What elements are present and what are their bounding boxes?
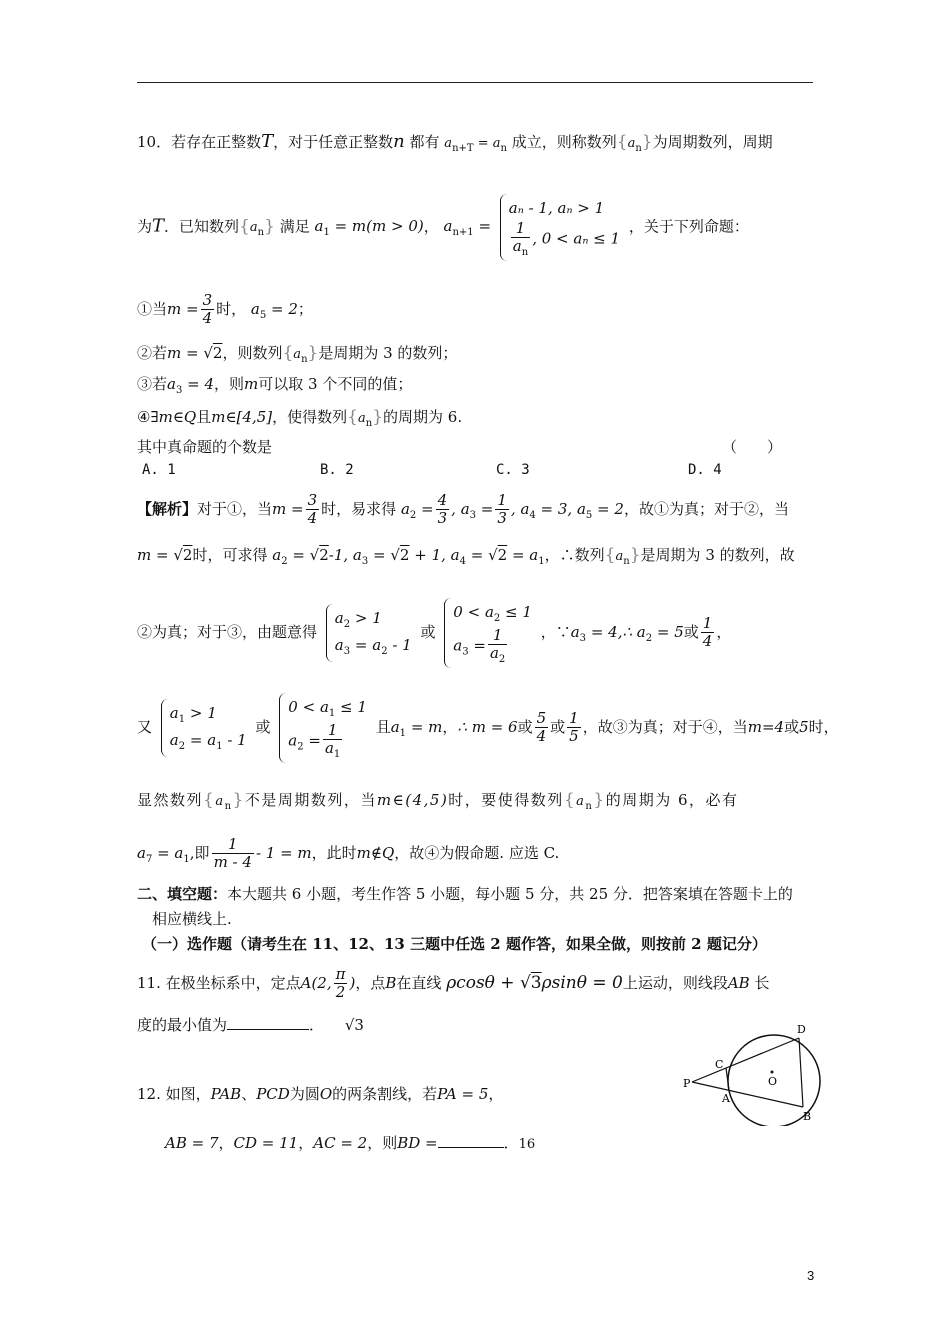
secant-pab [692,1082,803,1107]
sol-line4: 又 $a_1 > 1$ $a_2 = a_1 - 1$ 或 $0 < a_1 \le 1$ $a_2$ = $\frac{1}{a_1}$ 且$a_1 = m$，∴ m = 6或 $\frac{5}{4}$ 或 $\frac{1}{5}$ ，故③为真；对于④，当m=4或5时， [137,693,839,763]
q10-prop1: ①当m = $\frac{3}{4}$ 时， $a_5 = 2$； [137,291,313,328]
option-b: B. 2 [320,462,354,478]
chord-db [799,1038,803,1107]
section2-subheading: （一）选作题（请考生在 11、12、13 三题中任选 2 题作答，如果全做，则按前 2 题记分） [142,935,767,953]
sol-line2: m = √2时，可求得 $a_2 = √2-1$, $a_3 = √2 + 1$, $a_4 = √2 = a_1$，∴数列$\{a_n\}$是周期为 3 的数列，故 [137,545,795,567]
option-a: A. 1 [142,462,176,478]
secant-circle-figure [672,1016,832,1126]
label-o: O [768,1075,778,1088]
q10-piecewise: aₙ - 1, aₙ > 1 $\frac{1}{a_n}$ , 0 < aₙ ≤ 1 [500,194,620,261]
q10-line2: 为T．已知数列$\{a_n\}$ 满足 $a_1 = m(m > 0)$， $a_{n+1}$ = aₙ - 1, aₙ > 1 $\frac{1}{a_n}$ , 0 < aₙ ≤ 1 ，关于下列命题： [137,194,749,261]
sol-line5: 显然数列$\{a_n\}$不是周期数列，当m∈(4,5)时，要使得数列$\{a_n\}$的周期为 6，必有 [137,790,739,812]
q10-ask: 其中真命题的个数是 [137,438,273,456]
label-b: B [803,1110,812,1123]
section2-heading-cont: 相应横线上. [152,910,232,928]
section2-heading: 二、填空题：本大题共 6 小题，考生作答 5 小题，每小题 5 分，共 25 分．把答案填在答题卡上的 [137,885,793,903]
q12-line2: AB = 7，CD = 11，AC = 2，则BD = ．16 [165,1134,536,1152]
q10-prop4: ④∃m∈Q且m∈[4,5]，使得数列$\{a_n\}$的周期为 6. [137,407,463,429]
q10-line1: 10．若存在正整数T，对于任意正整数n 都有 $a_{n+T} = a_n$ 成立，则称数列$\{a_n\}$为周期数列，周期 [137,131,773,154]
center-dot [771,1071,774,1074]
label-p: P [683,1077,691,1090]
q11-answer: √3 [344,1016,364,1034]
q10-prop3: ③若$a_3 = 4$，则m可以取 3 个不同的值； [137,375,413,396]
sol-line3: ②为真；对于③，由题意得 $a_2 > 1$ $a_3 = a_2 - 1$ 或 $0 < a_2 \le 1$ $a_3$ = $\frac{1}{a_2}$ ，$\because a_3$ = 4,∴ $a_2 = 5$或 $\frac{1}{4}$ ， [137,598,731,668]
option-d: D. 4 [688,462,722,478]
label-a: A [722,1092,730,1105]
header-rule [137,82,813,83]
label-c: C [715,1058,724,1071]
q12-line1: 12. 如图，PAB、PCD为圆O的两条割线，若PA = 5， [137,1085,504,1103]
q10-answer-paren: （ ） [722,438,783,456]
page-number: 3 [807,1268,815,1283]
label-d: D [797,1023,806,1036]
q11-line2: 度的最小值为 ． √3 [137,1016,364,1034]
q11-line1: 11. 在极坐标系中，定点A(2, $\frac{\pi}{2}$ )，点B在直线 ρcosθ + √3ρsinθ = 0上运动，则线段AB 长 [137,965,770,1002]
option-c: C. 3 [496,462,530,478]
q12-answer: 16 [518,1137,536,1152]
q10-prop2: ②若m = √2，则数列$\{a_n\}$是周期为 3 的数列； [137,343,458,365]
sol-line1: 【解析】对于①，当m = $\frac{3}{4}$ 时，易求得 $a_2$ = $\frac{4}{3}$ , $a_3$ = $\frac{1}{3}$ , $a_4 = 3$, $a_5 = 2$，故①为真；对于②，当 [137,491,789,528]
sol-line6: $a_7 = a_1$,即 $\frac{1}{m - 4}$ - 1 = m，此时m∉Q，故④为假命题. 应选 C. [137,835,560,872]
